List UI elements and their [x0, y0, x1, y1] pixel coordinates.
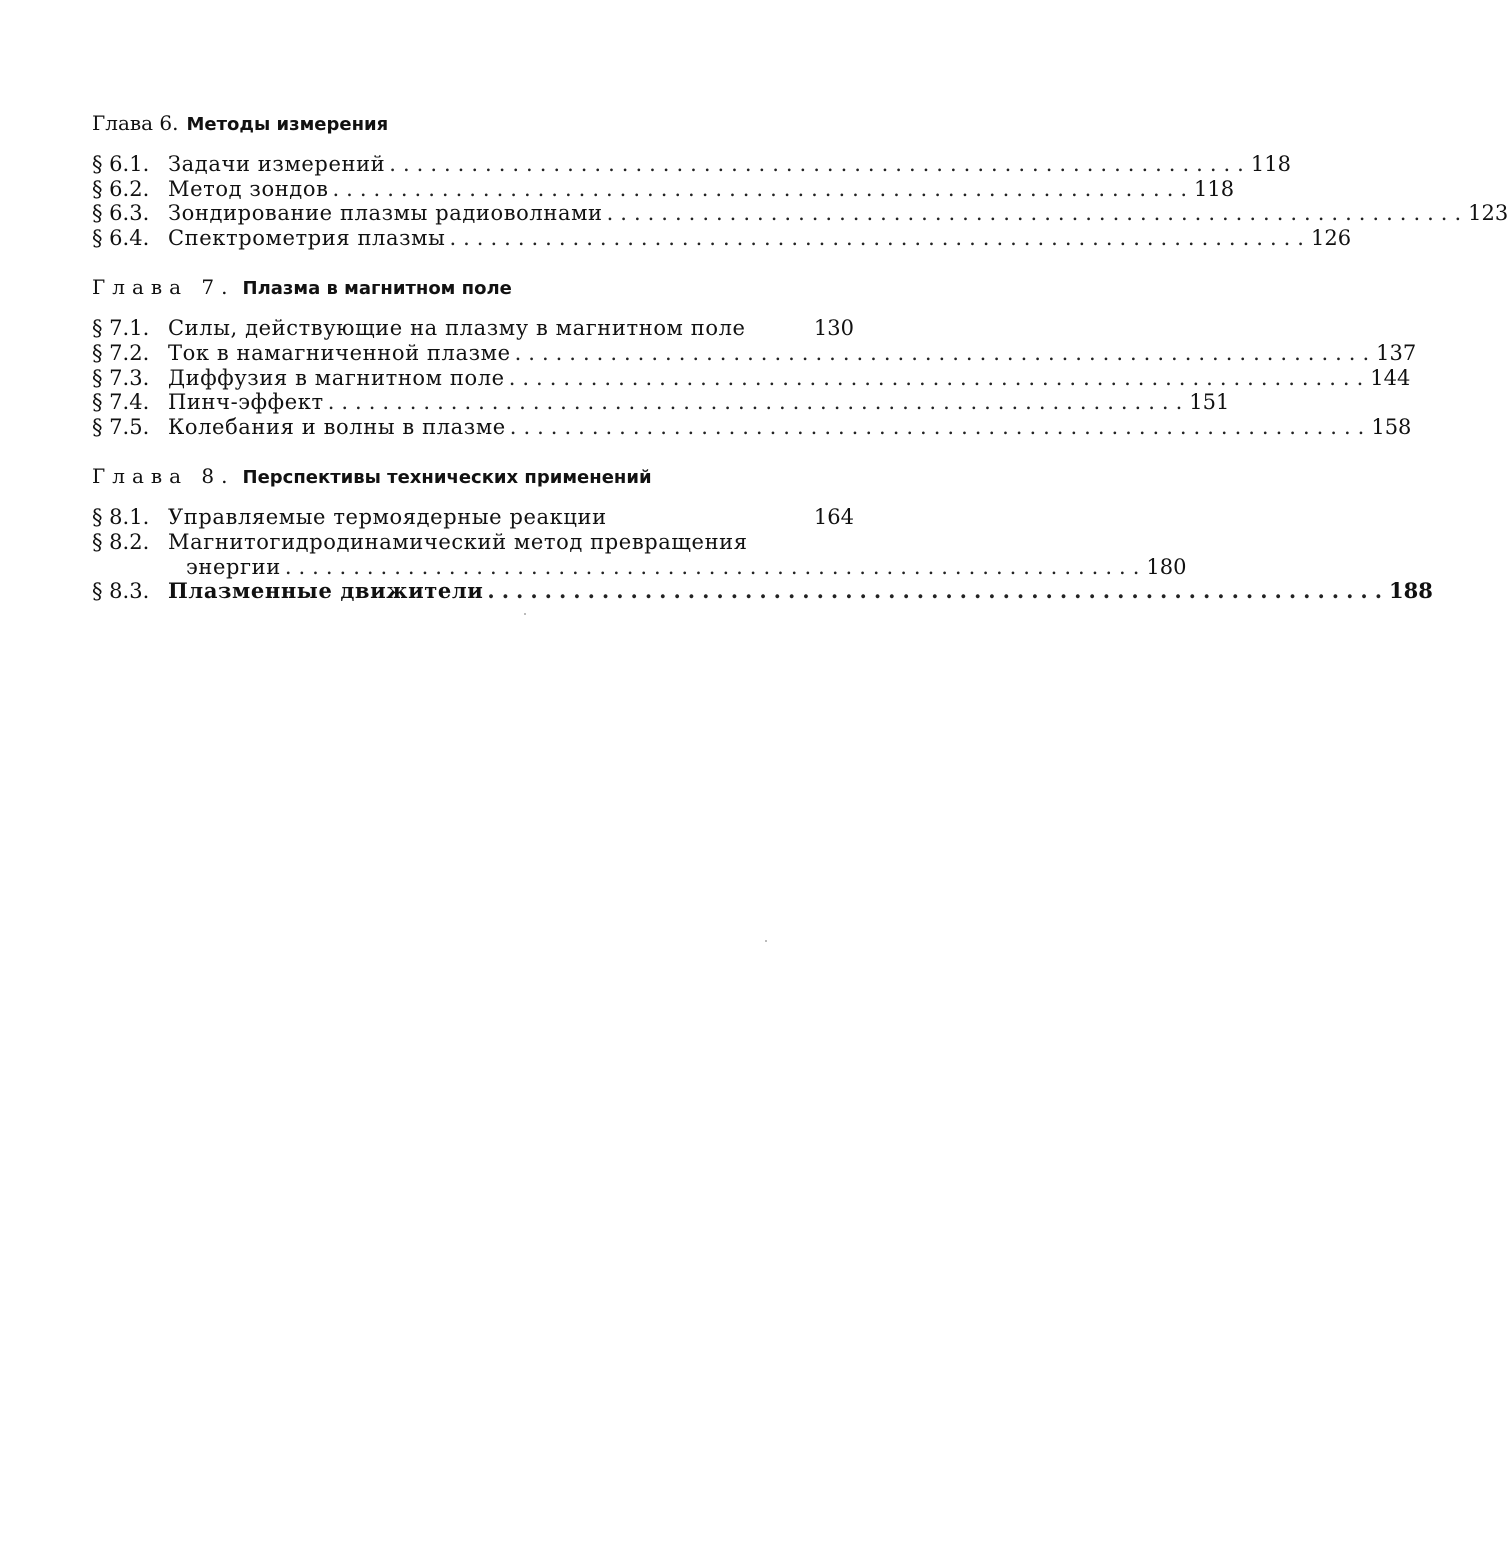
section-number: § 6.2. [92, 176, 150, 201]
chapter-label: Глава 7. [92, 275, 235, 300]
page-number: 188 [1389, 578, 1433, 604]
toc-entry [92, 152, 1291, 177]
toc-entry [92, 505, 854, 530]
dot-leader: ............................................................... [284, 554, 1147, 579]
table-of-contents [92, 108, 1508, 626]
page-number: 118 [1250, 152, 1291, 176]
section-title: Пинч-эффект [168, 390, 324, 415]
page-number: 118 [1194, 176, 1235, 201]
entry-continuation-line [92, 554, 1187, 580]
dot-leader: ............................................................... [389, 152, 1251, 176]
toc-entry [92, 176, 1235, 202]
page-number: 126 [1310, 225, 1352, 250]
dot-leader: ............................................................... [332, 176, 1195, 201]
section-number: § 7.1. [92, 316, 150, 341]
section-number: § 8.2. [92, 529, 150, 554]
section-number: § 7.3. [92, 365, 150, 390]
section-title-continuation: энергии [186, 554, 281, 579]
section-number: § 8.3. [92, 579, 150, 604]
page-number: 130 [813, 316, 854, 341]
scan-speck [524, 613, 526, 615]
dot-leader: ............................................................... [487, 578, 1390, 604]
chapter-heading [92, 272, 854, 304]
toc-entry [92, 316, 854, 341]
dot-leader: ............................................................... [509, 414, 1372, 439]
section-number: § 6.4. [92, 225, 150, 250]
toc-entry [92, 414, 1412, 440]
section-title: Управляемые термоядерные реакции [168, 505, 607, 530]
page-number: 123 [1468, 201, 1508, 226]
page-number: 137 [1376, 340, 1417, 365]
section-title: Метод зондов [168, 176, 329, 201]
toc-entry [92, 390, 1230, 415]
chapter-title: Плазма в магнитном поле [242, 278, 512, 300]
page-number: 180 [1146, 554, 1187, 579]
chapter-heading [92, 461, 854, 493]
dot-leader: ............................................................... [327, 390, 1190, 415]
toc-entry [92, 365, 1411, 391]
section-title: Зондирование плазмы радиоволнами [168, 201, 603, 226]
chapter-8 [92, 461, 1433, 604]
scan-speck [765, 940, 767, 942]
toc-entry [92, 529, 1187, 579]
section-title: Ток в намагниченной плазме [168, 340, 511, 365]
section-number: § 7.4. [92, 390, 150, 415]
chapter-heading [92, 108, 854, 140]
toc-entry [92, 225, 1352, 251]
entry-first-line [92, 530, 854, 555]
chapter-6 [92, 108, 1508, 250]
section-number: § 6.1. [92, 152, 150, 176]
section-title: Магнитогидродинамический метод превращения [168, 529, 748, 554]
chapter-title: Методы измерения [186, 114, 389, 135]
page-number: 158 [1371, 414, 1412, 439]
dot-leader: ............................................................... [606, 201, 1469, 226]
page-number: 164 [813, 505, 854, 530]
toc-entry [92, 201, 1508, 226]
page-number: 144 [1370, 365, 1411, 390]
toc-entry [92, 340, 1417, 366]
chapter-7 [92, 272, 1417, 439]
section-title: Задачи измерений [168, 152, 386, 176]
section-number: § 7.2. [92, 340, 150, 365]
toc-entry [92, 578, 1433, 604]
section-title: Спектрометрия плазмы [168, 225, 446, 250]
dot-leader: ............................................................... [449, 225, 1311, 250]
section-number: § 6.3. [92, 201, 150, 226]
section-title: Колебания и волны в плазме [168, 414, 506, 439]
section-title: Плазменные движители [168, 578, 484, 604]
section-title: Силы, действующие на плазму в магнитном поле [168, 316, 746, 341]
chapter-label: Глава 8. [92, 464, 235, 489]
dot-leader: ............................................................... [514, 340, 1377, 365]
dot-leader: ............................................................... [508, 365, 1371, 390]
chapter-label: Глава 6. [92, 111, 179, 135]
section-number: § 7.5. [92, 414, 150, 439]
chapter-title: Перспективы технических применений [242, 467, 652, 489]
section-title: Диффузия в магнитном поле [168, 365, 505, 390]
page-number: 151 [1189, 390, 1230, 415]
section-number: § 8.1. [92, 505, 150, 530]
